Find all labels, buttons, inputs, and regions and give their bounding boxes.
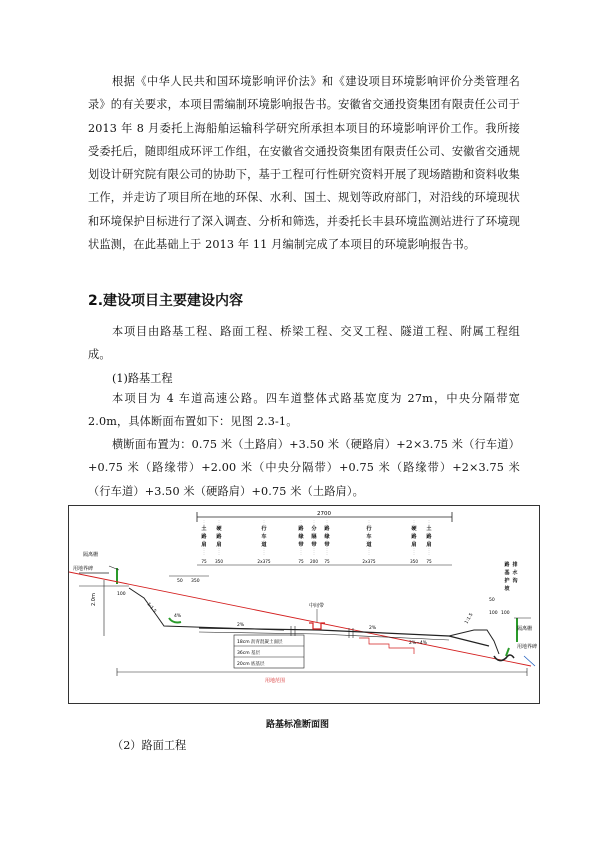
ground-range-label: 用地范围: [265, 678, 286, 684]
cross-section-drawing: [69, 506, 539, 703]
right-label-char: 排: [512, 562, 518, 568]
crossfall-shoulder: 2%~4%: [409, 641, 428, 646]
subheading-pavement: （2）路面工程: [112, 739, 187, 752]
lane-label-char: 行: [366, 526, 372, 532]
roadbed-cross-section-figure: [68, 505, 540, 704]
right-drain-ditch: [494, 655, 514, 661]
crossfall-right: 2%: [369, 626, 377, 631]
lane-label-char: 硬: [216, 526, 222, 532]
lane-label-char: 车: [261, 534, 267, 540]
right-dim-2: 100: [501, 611, 510, 616]
right-boundary-label: 用地界碑: [517, 644, 538, 650]
lane-dim-label: 2x375: [257, 559, 271, 564]
left-slope-ratio: 1:1.5: [145, 602, 157, 615]
lane-label-char: 土: [426, 526, 432, 532]
lane-label-char: 车: [366, 534, 372, 540]
right-label-char: 水: [512, 570, 518, 576]
lane-dim-label: 350: [215, 559, 223, 564]
lane-label: [261, 524, 267, 548]
lane-label-char: 带: [298, 542, 304, 548]
right-label-char: 沟: [512, 578, 518, 584]
left-dim-2: 50: [177, 579, 183, 584]
pavement-layer-legend: [234, 635, 304, 668]
right-dim-1: 100: [489, 611, 498, 616]
right-label-char: 基: [504, 570, 510, 576]
right-vertical-labels: [503, 561, 517, 592]
right-label-char: 坡: [504, 586, 510, 592]
roadbed-paragraph: 本项目为 4 车道高速公路。四车道整体式路基宽度为 27m，中央分隔带宽 2.0m，具体断面布置如下：见图 2.3-1。: [88, 392, 520, 429]
lane-label-char: 路: [426, 534, 432, 540]
left-dim-3: 350: [191, 579, 200, 584]
figure-caption: 路基标准断面图: [265, 720, 329, 730]
lane-dim-label: 75: [201, 559, 207, 564]
lane-label-char: 道: [366, 542, 372, 548]
lane-label-char: 缘: [324, 534, 330, 540]
layer-subbase: 20cm 底基层: [237, 662, 265, 667]
lane-dim-label: 75: [426, 559, 432, 564]
lane-label: [311, 524, 317, 548]
left-fence-label: 隔离栅: [83, 552, 99, 558]
lane-dimensions: [201, 559, 432, 564]
lane-dim-label: 350: [410, 559, 418, 564]
lane-label-char: 肩: [411, 542, 417, 548]
left-slope-label: 4%: [174, 614, 182, 619]
lane-label-char: 肩: [426, 542, 432, 548]
lane-label-char: 隔: [311, 534, 317, 540]
total-width-label: 2700: [317, 511, 331, 517]
lane-label-char: 行: [261, 526, 267, 532]
lane-dim-label: 2x375: [362, 559, 376, 564]
lane-dim-label: 200: [310, 559, 318, 564]
intro-paragraph: 根据《中华人民共和国环境影响评价法》和《建设项目环境影响评价分类管理名录》的有关要求，本项目需编制环境影响报告书。安徽省交通投资集团有限责任公司于 2013 年 8 月委托上海船舶运输科学研究所承担本项目的环境影响评价工作。我所接受委托后，随即组成环评工作组，在安徽省交通投资集团有限责任公司、安徽省交通规划设计研究院有限公司的协助下，基于工程可行性研究资料开展了现场踏勘和资料收集工作，并走访了项目所在地的环保、水利、国土、规划等政府部门，对沿线的环境现状和环境保护目标进行了深入调查、分析和筛选，并委托长丰县环境监测站进行了环境现状监测，在此基础上于 2013 年 11 月编制完成了本项目的环境影响报告书。: [88, 75, 520, 252]
lane-label-char: 路: [324, 526, 330, 532]
lane-label-char: 路: [411, 534, 417, 540]
lane-label-char: 分: [311, 526, 317, 532]
lane-label-char: 土: [201, 526, 207, 532]
cross-section-paragraph: 横断面布置为：0.75 米（土路肩）+3.50 米（硬路肩）+2×3.75 米（行车道）+0.75 米（路缘带）+2.00 米（中央分隔带）+0.75 米（路缘带）+2×3.75 米（行车道）+3.50 米（硬路肩）+0.75 米（土路肩）。: [88, 438, 520, 498]
lane-label-char: 路: [201, 534, 207, 540]
pavement-base: [199, 632, 449, 640]
design-red-line: [69, 572, 531, 666]
lane-label-char: 缘: [298, 534, 304, 540]
right-label-char: 护: [504, 578, 510, 584]
right-dim-3: 50: [489, 598, 495, 603]
left-dim-1: 100: [117, 592, 126, 597]
lane-labels: [200, 520, 432, 556]
right-fence-label: 隔离栅: [517, 626, 533, 632]
lane-label-char: 肩: [201, 542, 207, 548]
lane-label-char: 肩: [216, 542, 222, 548]
composition-paragraph: 本项目由路基工程、路面工程、桥梁工程、交叉工程、隧道工程、附属工程组成。: [88, 325, 520, 362]
layer-surface: 18cm 沥青混凝土面层: [237, 640, 283, 645]
median-label: 中间带: [309, 603, 325, 609]
lane-label-char: 路: [216, 534, 222, 540]
section-heading: 2.建设项目主要建设内容: [88, 293, 244, 309]
lane-label: [366, 524, 372, 548]
subheading-roadbed: (1)路基工程: [112, 372, 173, 385]
crossfall-left: 2%: [237, 623, 245, 628]
left-boundary-label: 用地界碑: [73, 566, 94, 572]
lane-dim-label: 75: [324, 559, 330, 564]
lane-label-char: 硬: [411, 526, 417, 532]
lane-label-char: 道: [261, 542, 267, 548]
lane-label-char: 带: [311, 542, 317, 548]
lane-dim-label: 75: [298, 559, 304, 564]
right-label-char: 路: [504, 562, 510, 568]
right-slope-ratio: 1:1.5: [464, 612, 475, 625]
lane-label-char: 路: [298, 526, 304, 532]
height-label: 2.0m: [91, 593, 97, 606]
lane-label-char: 带: [324, 542, 330, 548]
layer-base: 36cm 基层: [237, 651, 261, 656]
